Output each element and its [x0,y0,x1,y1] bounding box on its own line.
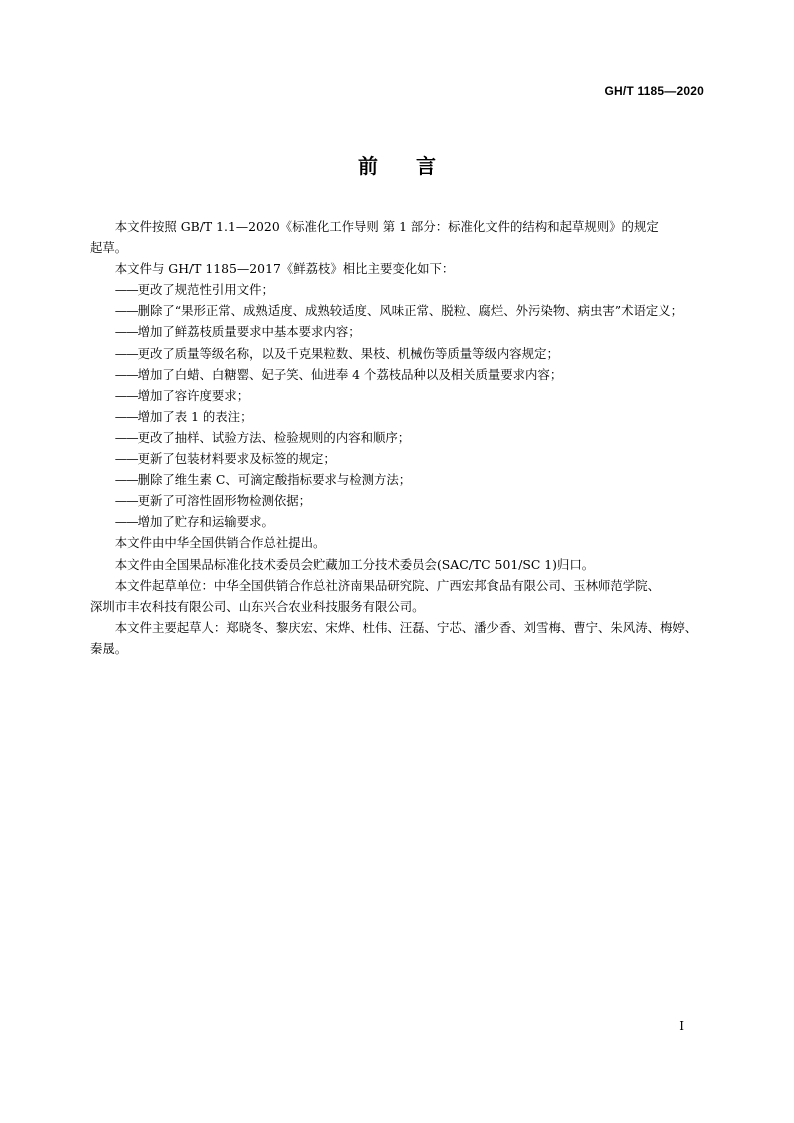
dash-marker: —— [114,493,138,509]
dash-marker: —— [114,451,138,467]
list-item [90,321,706,342]
dash-marker: —— [114,303,138,319]
list-item-text: 更改了抽样、试验方法、检验规则的内容和顺序； [137,429,411,445]
change-list [90,279,706,532]
drafting-units-line: 本文件起草单位：中华全国供销合作总社济南果品研究院、广西宏邦食品有限公司、玉林师范学院、 [114,577,660,593]
list-item-text: 增加了容许度要求； [137,387,250,403]
list-item-text: 增加了鲜荔枝质量要求中基本要求内容； [137,324,361,340]
dash-marker: —— [114,408,138,424]
dash-marker: —— [114,429,138,445]
list-item-text: 删除了维生素 C、可滴定酸指标要求与检测方法； [137,472,412,488]
document-code: GH/T 1185—2020 [604,84,704,98]
list-item-text: 增加了贮存和运输要求。 [137,514,274,530]
list-item-text: 更改了规范性引用文件； [137,282,274,298]
proposer-paragraph: 本文件由中华全国供销合作总社提出。 [114,535,326,551]
drafters-line: 秦晟。 [90,640,128,656]
drafters-line: 本文件主要起草人：郑晓冬、黎庆宏、宋烨、杜伟、汪磊、宁芯、潘少香、刘雪梅、曹宁、朱风涛、梅婷、 [114,619,698,635]
list-item [90,300,706,321]
dash-marker: —— [114,282,138,298]
list-item [90,343,706,364]
list-item-text: 更新了可溶性固形物检测依据； [137,493,312,509]
list-item [90,406,706,427]
list-item [90,364,706,385]
comparison-paragraph: 本文件与 GH/T 1185—2017《鲜荔枝》相比主要变化如下： [114,261,455,277]
list-item [90,427,706,448]
centralizer-paragraph: 本文件由全国果品标准化技术委员会贮藏加工分技术委员会(SAC/TC 501/SC 1)归口。 [114,556,595,572]
list-item [90,511,706,532]
dash-marker: —— [114,345,138,361]
list-item-text: 更改了质量等级名称，以及千克果粒数、果枝、机械伤等质量等级内容规定； [137,345,559,361]
dash-marker: —— [114,472,138,488]
foreword-body [90,216,706,659]
drafting-basis-paragraph [90,216,706,258]
drafting-basis-line: 起草。 [90,240,128,256]
list-item-text: 更新了包装材料要求及标签的规定； [137,451,336,467]
dash-marker: —— [114,514,138,530]
list-item [90,490,706,511]
dash-marker: —— [114,387,138,403]
list-item-text: 删除了“果形正常、成熟适度、成熟较适度、风味正常、脱粒、腐烂、外污染物、病虫害”术语定义； [137,303,684,319]
page-number: I [679,1019,684,1033]
page-title: 前言 [358,154,474,178]
list-item-text: 增加了白蜡、白糖罂、妃子笑、仙进奉 4 个荔枝品种以及相关质量要求内容； [137,366,563,382]
dash-marker: —— [114,366,138,382]
list-item [90,448,706,469]
drafters-paragraph [90,617,706,659]
list-item-text: 增加了表 1 的表注； [137,408,253,424]
drafting-units-line: 深圳市丰农科技有限公司、山东兴合农业科技服务有限公司。 [90,598,425,614]
drafting-units-paragraph [90,575,706,617]
drafting-basis-line: 本文件按照 GB/T 1.1—2020《标准化工作导则 第 1 部分：标准化文件的结构和起草规则》的规定 [114,219,659,234]
dash-marker: —— [114,324,138,340]
list-item [90,385,706,406]
list-item [90,279,706,300]
list-item [90,469,706,490]
